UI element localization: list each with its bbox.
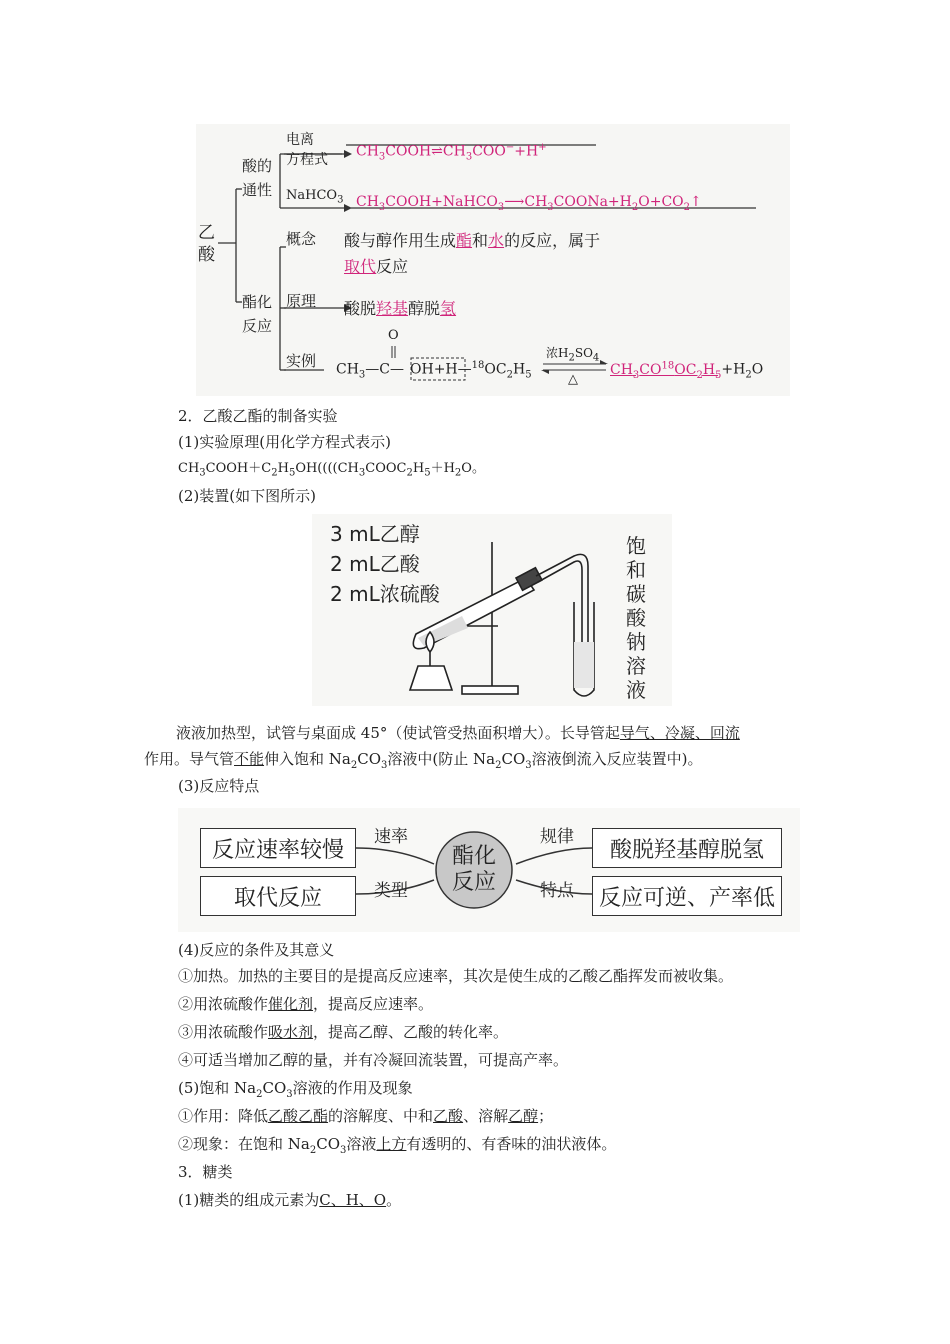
- apparatus-heading: (2)装置(如下图所示): [178, 487, 316, 505]
- section-2-title: 2．乙酸乙酯的制备实验: [178, 407, 338, 425]
- sugars-heading: 3．糖类: [178, 1163, 233, 1181]
- acetic-acid-mindmap: [196, 124, 790, 396]
- principle-text: 酸脱羟基醇脱氢: [344, 299, 457, 318]
- feature-trait-box: 反应可逆、产率低: [592, 876, 782, 916]
- example-label: 实例: [286, 352, 317, 370]
- carbonyl-oxygen: O: [388, 328, 399, 343]
- sugars-elements: (1)糖类的组成元素为C、H、O。: [178, 1191, 402, 1209]
- apparatus-notes: 液液加热型，试管与桌面成 45°（使试管受热面积增大）。长导管起导气、冷凝、回流 作用。导气管不能伸入饱和 $Na_2CO_3$溶液中(防止 $Na_2CO_3$溶液倒流入反应装置中)。: [144, 724, 740, 771]
- feature-center: 酯化 反应: [451, 844, 496, 895]
- heat-symbol: △: [568, 372, 578, 387]
- reagent-label-ethanol: 3 mL乙醇: [330, 522, 420, 546]
- feature-rate-box: 反应速率较慢: [200, 828, 356, 868]
- na2co3-phenomenon: ②现象：在饱和 $Na_2CO_3$溶液上方有透明的、有香味的油状液体。: [178, 1135, 617, 1156]
- feature-trait-label: 特点: [540, 881, 574, 901]
- principle-heading: (1)实验原理(用化学方程式表示): [178, 433, 391, 451]
- feature-type-box: 取代反应: [200, 876, 356, 916]
- principle-label: 原理: [286, 292, 317, 310]
- apparatus-figure: [312, 514, 672, 706]
- example-reactants: $CH_3—C—$ $OH+H—^{18}OC_2H_5$: [336, 360, 532, 381]
- condition-item-1: ①加热。加热的主要目的是提高反应速率，其次是使生成的乙酸乙酯挥发而被收集。: [178, 967, 734, 985]
- feature-type-label: 类型: [374, 881, 408, 901]
- condition-item-3: ③用浓硫酸作吸水剂，提高乙醇、乙酸的转化率。: [178, 1023, 509, 1041]
- branch-acid-properties: 酸的 通性: [242, 157, 273, 199]
- root-label: 乙 酸: [198, 223, 215, 265]
- concept-text: 酸与醇作用生成酯和水的反应，属于 取代反应: [344, 231, 601, 276]
- ionization-equation: $CH_3COOH\rightleftharpoons CH_3COO^-+H^+$: [356, 142, 547, 163]
- ionization-label: 电离 方程式: [286, 132, 328, 168]
- branch-esterification: 酯化 反应: [242, 293, 273, 335]
- na2co3-function: ①作用：降低乙酸乙酯的溶解度、中和乙酸、溶解乙醇；: [178, 1107, 554, 1125]
- reagent-label-acetic-acid: 2 mL乙酸: [330, 552, 420, 576]
- feature-rate-label: 速率: [374, 827, 408, 847]
- section-5-heading: (5)饱和 $Na_2CO_3$溶液的作用及现象: [178, 1079, 413, 1100]
- reaction-features-diagram: [178, 808, 800, 932]
- catalyst-label: 浓$H_2SO_4$: [546, 346, 600, 364]
- nahco3-label: NaHCO$_3$: [286, 188, 344, 206]
- section-4-heading: (4)反应的条件及其意义: [178, 941, 335, 959]
- esterification-equation: $CH_3COOH+C_2H_5OH((((CH_3COOC_2H_5+H_2O$。: [178, 461, 485, 479]
- feature-rule-label: 规律: [540, 827, 574, 847]
- concept-label: 概念: [286, 230, 317, 248]
- section-3-heading: (3)反应特点: [178, 777, 260, 795]
- example-product: $CH_3CO^{18}OC_2H_5+H_2O$: [610, 360, 764, 381]
- feature-rule-box: 酸脱羟基醇脱氢: [592, 828, 782, 868]
- condition-item-4: ④可适当增加乙醇的量，并有冷凝回流装置，可提高产率。: [178, 1051, 569, 1069]
- condition-item-2: ②用浓硫酸作催化剂，提高反应速率。: [178, 995, 434, 1013]
- reagent-label-sulfuric-acid: 2 mL浓硫酸: [330, 582, 440, 606]
- nahco3-equation: $CH_3COOH+NaHCO_3⟶CH_3COONa+H_2O+CO_2↑$: [356, 194, 702, 213]
- na2co3-solution-label: 饱 和 碳 酸 钠 溶 液: [626, 534, 646, 702]
